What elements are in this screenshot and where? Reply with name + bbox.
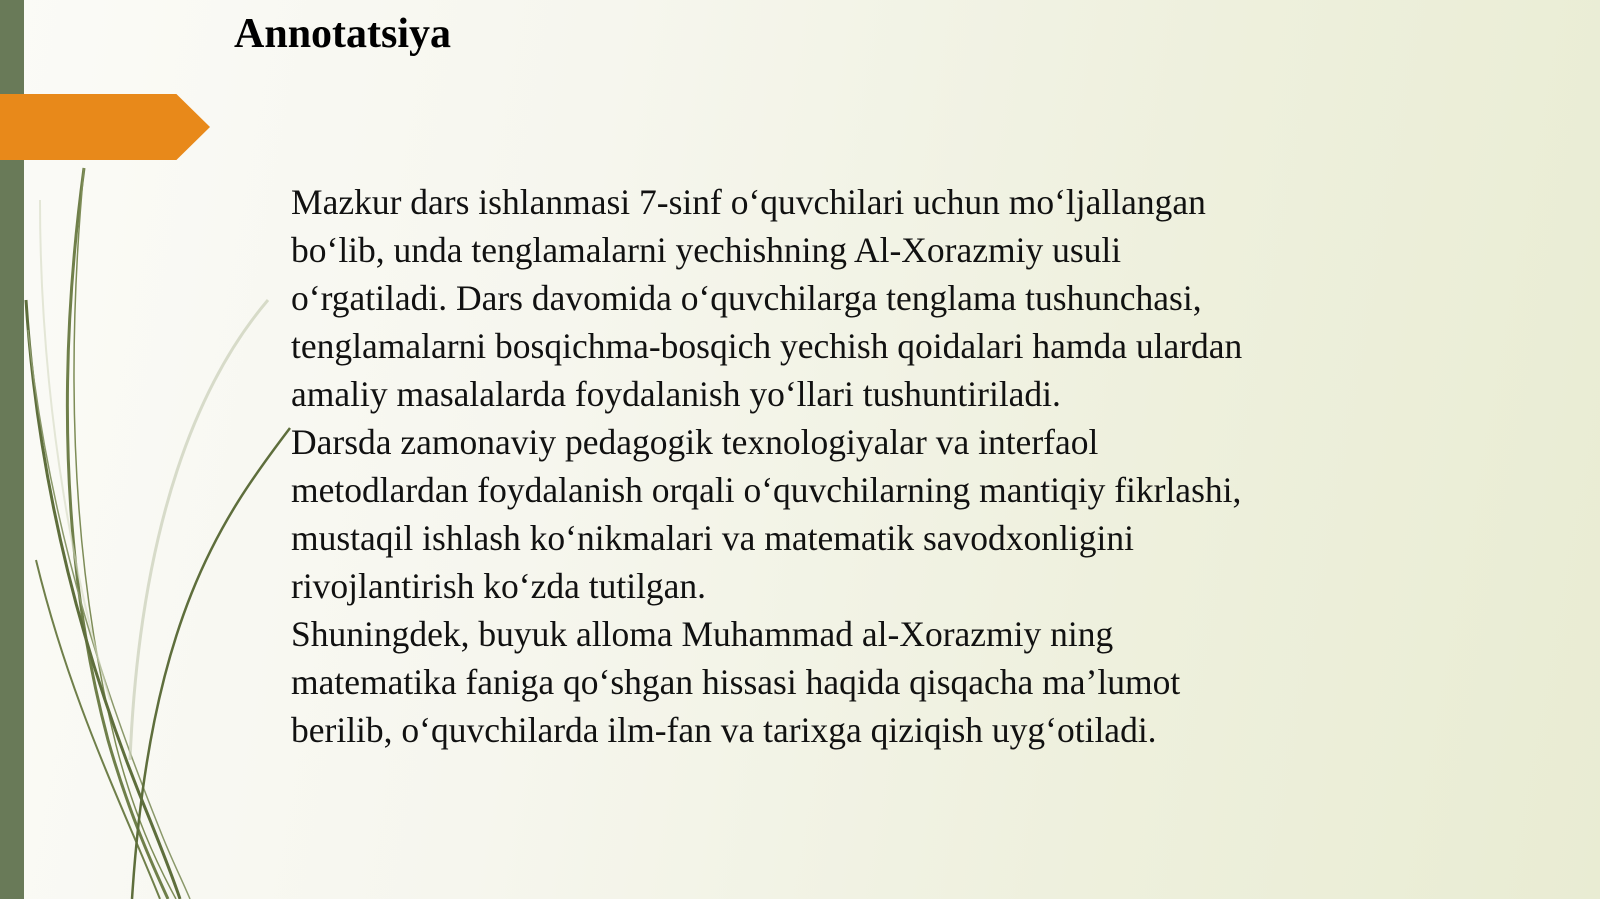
orange-arrow-shape <box>0 94 210 160</box>
slide-title: Annotatsiya <box>234 11 452 57</box>
paragraph-2: Darsda zamonaviy pedagogik texnologiyalar va interfaol metodlardan foydalanish orqali o‘quvchilarning mantiqiy fikrlashi, mustaqil ishlash ko‘nikmalari va matematik savodxonligini rivojlantirish ko‘zda tutilgan. <box>291 422 1242 606</box>
paragraph-1: Mazkur dars ishlanmasi 7-sinf o‘quvchilari uchun mo‘ljallangan bo‘lib, unda tenglamalarni yechishning Al-Xorazmiy usuli o‘rgatiladi. Dars davomida o‘quvchilarga tenglama tushunchasi, tenglamalarni bosqichma-bosqich yechish qoidalari hamda ulardan amaliy masalalarda foydalanish yo‘llari tushuntiriladi. <box>291 182 1243 414</box>
slide-body <box>291 178 1251 754</box>
paragraph-3: Shuningdek, buyuk alloma Muhammad al-Xorazmiy ning matematika faniga qo‘shgan hissasi haqida qisqacha ma’lumot berilib, o‘quvchilarda ilm-fan va tarixga qiziqish uyg‘otiladi. <box>291 614 1181 750</box>
